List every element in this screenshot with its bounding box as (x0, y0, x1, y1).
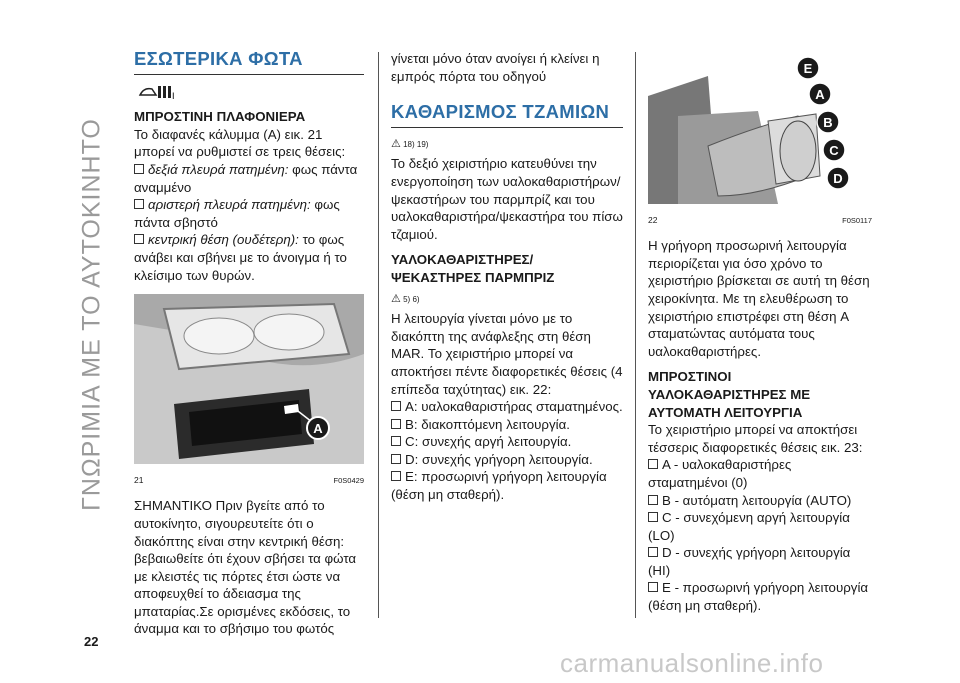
checkbox-bullet-icon (391, 419, 401, 429)
watermark: carmanualsonline.info (560, 648, 824, 678)
figure-22 (648, 56, 872, 229)
checkbox-bullet-icon (134, 199, 144, 209)
paragraph: Το διαφανές κάλυμμα (A) εικ. 21 μπορεί να ρυθμιστεί σε τρεις θέσεις: (134, 126, 346, 160)
subheading: ΜΠΡΟΣΤΙΝΗ ΠΛΑΦΟΝΙΕΡΑ (134, 109, 306, 125)
warning-reference: ⚠ 5) 6) (391, 292, 420, 305)
checkbox-bullet-icon (391, 436, 401, 446)
subheading: ΜΠΡΟΣΤΙΝΟΙ ΥΑΛΟΚΑΘΑΡΙΣΤΗΡΕΣ ΜΕ ΑΥΤΟΜΑΤΗ ΛΕΙΤΟΥΡΓΙΑ (648, 369, 811, 420)
figure-caption: 21 F0S0429 (134, 474, 364, 485)
checkbox-bullet-icon (134, 234, 144, 244)
vehicle-version-icon (138, 83, 364, 105)
checkbox-bullet-icon (134, 164, 144, 174)
list-item: B - αυτόματη λειτουργία (AUTO) (648, 492, 872, 510)
callout-label-e: E (803, 61, 813, 76)
side-section-title: ΓΝΩΡΙΜΙΑ ΜΕ ΤΟ ΑΥΤΟΚΙΝΗΤΟ (77, 118, 106, 511)
column-window-cleaning (391, 50, 623, 504)
section-heading: ΚΑΘΑΡΙΣΜΟΣ ΤΖΑΜΙΩΝ (391, 101, 610, 123)
figure-caption: 22 F0S0117 (648, 214, 872, 225)
checkbox-bullet-icon (391, 401, 401, 411)
callout-label-c: C (829, 143, 839, 158)
ceiling-light-illustration (134, 294, 364, 464)
list-item: D - συνεχής γρήγορη λειτουργία (HI) (648, 545, 851, 578)
figure-21 (134, 294, 364, 489)
paragraph: Η λειτουργία γίνεται μόνο με το διακόπτη της ανάφλεξης στη θέση MAR. Το χειριστήριο μπορεί να αποκτήσει πέντε διαφορετικές θέσεις (4 επίπεδα ταχύτητας) εικ. 22: (391, 311, 623, 397)
page-number: 22 (84, 634, 99, 649)
callout-label: A (313, 421, 323, 437)
checkbox-bullet-icon (648, 459, 658, 469)
heading-rule (134, 74, 364, 75)
paragraph: Η γρήγορη προσωρινή λειτουργία περιορίζεται για όσο χρόνο το χειριστήριο βρίσκεται σε αυτή τη θέση χειροκίνητα. Με τη ελευθέρωση το χειριστήριο επιστρέφει στη θέση A σταματώντας αυτόματα τους υαλοκαθαριστήρες. (648, 238, 870, 359)
column-divider (635, 52, 636, 618)
column-wiper-modes (648, 56, 872, 615)
callout-label-a: A (815, 87, 825, 102)
checkbox-bullet-icon (648, 512, 658, 522)
heading-rule (391, 127, 623, 128)
checkbox-bullet-icon (391, 471, 401, 481)
list-item: D: συνεχής γρήγορη λειτουργία. (391, 451, 623, 469)
column-divider (378, 52, 379, 618)
checkbox-bullet-icon (648, 495, 658, 505)
callout-label-d: D (833, 171, 843, 186)
checkbox-bullet-icon (391, 454, 401, 464)
list-item: A: υαλοκαθαριστήρας σταματημένος. (391, 398, 623, 416)
subheading: ΥΑΛΟΚΑΘΑΡΙΣΤΗΡΕΣ/ ΨΕΚΑΣΤΗΡΕΣ ΠΑΡΜΠΡΙΖ (391, 252, 555, 285)
list-item: κεντρική θέση (ουδέτερη): το φως ανάβει και σβήνει με το άνοιγμα ή το κλείσιμο των θυρών. (134, 232, 347, 283)
list-item: B: διακοπτόμενη λειτουργία. (391, 416, 623, 434)
list-item: αριστερή πλευρά πατημένη: φως πάντα σβηστό (134, 197, 340, 230)
checkbox-bullet-icon (648, 547, 658, 557)
list-item: C: συνεχής αργή λειτουργία. (391, 433, 623, 451)
paragraph: ΣΗΜΑΝΤΙΚΟ Πριν βγείτε από το αυτοκίνητο, σιγουρευτείτε ότι ο διακόπτης είναι στην κεντρική θέση: βεβαιωθείτε ότι έχουν σβήσει τα φώτα με κλειστές τις πόρτες έτσι ώστε να αποφευχθεί το άδειασμα της μπαταρίας.Σε ορισμένες εκδόσεις, το άναμμα και το σβήσιμο του φωτός (134, 498, 357, 637)
list-item: E - προσωρινή γρήγορη λειτουργία (θέση μη σταθερή). (648, 580, 869, 614)
list-item: δεξιά πλευρά πατημένη: φως πάντα αναμμένο (134, 161, 358, 195)
callout-label-b: B (823, 115, 833, 130)
list-item: C - συνεχόμενη αργή λειτουργία (LO) (648, 510, 850, 543)
warning-reference: ⚠ 18) 19) (391, 137, 429, 150)
checkbox-bullet-icon (648, 582, 658, 592)
section-heading: ΕΣΩΤΕΡΙΚΑ ΦΩΤΑ (134, 48, 303, 69)
paragraph: Το χειριστήριο μπορεί να αποκτήσει τέσσερις διαφορετικές θέσεις εικ. 23: (648, 422, 863, 455)
warning-triangle-icon: ⚠ (391, 292, 401, 305)
list-item: A - υαλοκαθαριστήρες σταματημένοι (0) (648, 457, 792, 490)
wiper-stalk-illustration (648, 56, 872, 204)
list-item: E: προσωρινή γρήγορη λειτουργία (θέση μη σταθερή). (391, 469, 607, 503)
svg-text:I: I (172, 90, 175, 101)
paragraph: γίνεται μόνο όταν ανοίγει ή κλείνει η εμπρός πόρτα του οδηγού (391, 51, 600, 84)
column-interior-lights (134, 50, 364, 638)
paragraph: Το δεξιό χειριστήριο κατευθύνει την ενεργοποίηση των υαλοκαθαριστήρων/ψεκαστήρων του παρμπρίζ και του υαλοκαθαριστήρα/ψεκαστήρα του πίσω τζαμιού. (391, 156, 623, 242)
warning-triangle-icon: ⚠ (391, 137, 401, 150)
